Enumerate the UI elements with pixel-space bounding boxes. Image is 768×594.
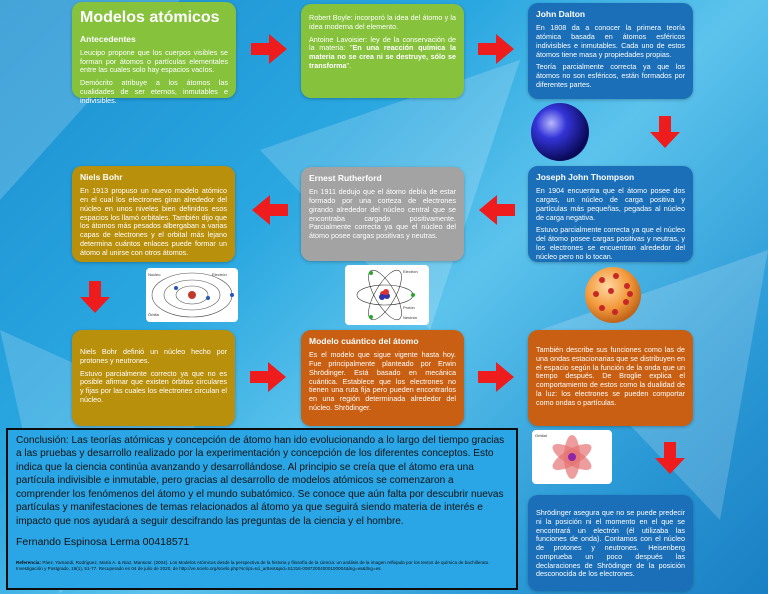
author-name: Fernando Espinosa Lerma 00418571: [16, 535, 190, 548]
bohr-nucleus-text-2: Estuvo parcialmente correcto ya que no es posible afirmar que existen órbitas circulares y fijas por las cuales los electrones circulan el núcleo.: [80, 368, 227, 404]
conclusion-box: [6, 428, 518, 590]
thomson-model-image: [582, 264, 644, 326]
quantum-orbital-icon: [532, 430, 612, 484]
box-boyle-lavoisier: [301, 4, 464, 98]
leucipo-text: Leucipo propone que los cuerpos visibles se forman por átomos o partículas elementales entre las cuales solo hay espacios vacíos.: [80, 47, 228, 75]
arrow-right-icon: [250, 362, 286, 392]
arrow-right-icon: [478, 34, 514, 64]
bohr-label-orbit: Órbita: [148, 312, 159, 317]
box-bohr-nucleus: [72, 330, 235, 426]
quantum-model-image: [532, 430, 612, 484]
rutherford-text: En 1911 dedujo que el átomo debía de estar formado por una corteza de electrones girando alrededor del núcleo central que se encontraba cargado positivamente. Parcialmente correcta ya que el núcleo del átomo posee cargas positivas y neutras.: [309, 187, 456, 241]
shrodinger-text: Shrödinger asegura que no se puede predecir ni la posición ni el momento en el que se encontrará un electrón (él utilizaba las funciones de onda). Contamos con el núcleo de protones y neutrones. Heisenberg comprueba un poco después las declaraciones de Shrödinger de la posición desconocida de los electrones.: [536, 508, 685, 579]
box-rutherford: [301, 167, 464, 261]
rutherford-title: Ernest Rutherford: [309, 173, 382, 183]
arrow-left-icon: [252, 195, 288, 225]
box-bohr: [72, 166, 235, 262]
thomson-text-2: Estuvo parcialmente correcta ya que el núcleo del átomo posee cargas positivas y neutras, y los electrones se encuentran alrededor del núcleo pero no lo tocan.: [536, 225, 685, 261]
bohr-label-electron: Electrón: [212, 272, 227, 277]
cuantico-title: Modelo cuántico del átomo: [309, 336, 419, 346]
quantum-label-orbital: Orbital: [535, 433, 547, 438]
arrow-down-icon: [655, 442, 685, 474]
bohr-title: Niels Bohr: [80, 172, 123, 182]
main-title: Modelos atómicos: [80, 9, 220, 26]
democrito-text: Demócrito atribuye a los átomos las cualidades de ser eternos, inmutables e indivisibles.: [80, 78, 228, 105]
bohr-text: En 1913 propuso un nuevo modelo atómico en el cual los electrones giran alrededor del núcleo en unos niveles bien definidos esos espacios los llamó orbitales. También dijo que los átomos más pesados albergaban a varias capas de electrones y el orbital más lejano determina cuántos enlaces puede formar un átomo al unirse con otros átomos.: [80, 186, 227, 257]
box-thomson: [528, 166, 693, 262]
antecedentes-heading: Antecedentes: [80, 33, 136, 44]
box-modelos-atomicos: [72, 2, 236, 105]
dalton-sphere-image: [528, 100, 592, 164]
broglie-text: También describe sus funciones como las de una ondas estacionarias que se distribuyen en el espacio según la función de la onda que un tiempo después. De Broglie explica el comportamiento de estos como la dualidad de la luz: los electrones se pueden comportar como ondas o partículas.: [536, 345, 685, 407]
conclusion-text: Conclusión: Las teorías atómicas y concepción de átomo han ido evolucionando a lo largo del tiempo gracias a las pruebas y desarrollo realizado por la experimentación y concepción de los diferentes conceptos. Esto indica que la ciencia continúa avanzando y desarrollándose. Al principio se creía que el átomo era una partícula indivisible e inmutable, pero gracias al desarrollo de modelos atómicos se comenzaron a comprender los fenómenos del átomo y el mundo subatómico. Se conoce que aún falta por descubrir nuevas partículas y manifestaciones de temas relacionados al átomo ya que seguirá siendo materia de interés e impacto que nos ayudará a seguir descifrando las preguntas de la ciencia y el hombre.: [16, 435, 505, 527]
rutherford-label-neutron: Neutrón: [403, 315, 418, 320]
thomson-text-1: En 1904 encuentra que el átomo posee dos cargas, un núcleo de carga positiva y partículas más pequeñas, pegadas al núcleo de carga negativa.: [536, 186, 685, 222]
bohr-label-nucleus: Núcleo: [148, 272, 161, 277]
dalton-title: John Dalton: [536, 9, 586, 19]
rutherford-label-proton: Protón: [403, 305, 415, 310]
box-dalton: [528, 3, 693, 99]
box-shrodinger: [528, 495, 693, 591]
bohr-nucleus-text-1: Niels Bohr definió un núcleo hecho por protones y neutrones.: [80, 347, 227, 365]
box-de-broglie: [528, 330, 693, 426]
rutherford-model-image: [345, 265, 429, 325]
reference-text: Referencia: Páez, Yamandi, Rodríguez, María A. & Niaz, Mansoor. (2004). Los Modelos Atómicos desde la perspectiva de la historia y filosofía de la ciencia: un análisis de la imagen reflejada por los textos de química de bachillerato. Investigación y Postgrado, 19(1), 51-77. Recuperado en 04 de julio de 2020, de http://ve.scielo.org/scielo.php?script=sci_arttext&pid=S1316-00872004000100004&lng=es&tlng=es.: [16, 559, 490, 572]
arrow-right-icon: [478, 362, 514, 392]
dalton-text-1: En 1808 da a conocer la primera teoría atómica basada en átomos esféricos indivisibles e inmutables. Cada uno de estos átomos tiene masa y propiedades propias.: [536, 23, 685, 59]
arrow-down-icon: [650, 116, 680, 148]
arrow-right-icon: [251, 34, 287, 64]
box-modelo-cuantico: [301, 330, 464, 426]
lavoisier-text: Antoine Lavoisier: ley de la conservación de la materia: "En una reacción química la materia no se crea ni se destruye, sólo se transforma".: [309, 34, 456, 70]
rutherford-label-electron: Electrón: [403, 269, 418, 274]
cuantico-text: Es el modelo que sigue vigente hasta hoy. Fue principalmente planteado por Erwin Shrödinger. Está basado en mecánica cuántica. Establece que los electrones no tienen una ruta fija pero pueden encontrarlos en una región determinada alrededor del núcleo. Shrödinger.: [309, 350, 456, 413]
arrow-down-icon: [80, 281, 110, 313]
thomson-title: Joseph John Thompson: [536, 172, 635, 182]
boyle-text: Robert Boyle: incorporó la idea del átomo y la idea moderna del elemento.: [309, 13, 456, 31]
arrow-left-icon: [479, 195, 515, 225]
dalton-text-2: Teoría parcialmente correcta ya que los átomos no son esféricos, están formados por diferentes partes.: [536, 62, 685, 90]
bohr-model-image: [146, 268, 238, 322]
